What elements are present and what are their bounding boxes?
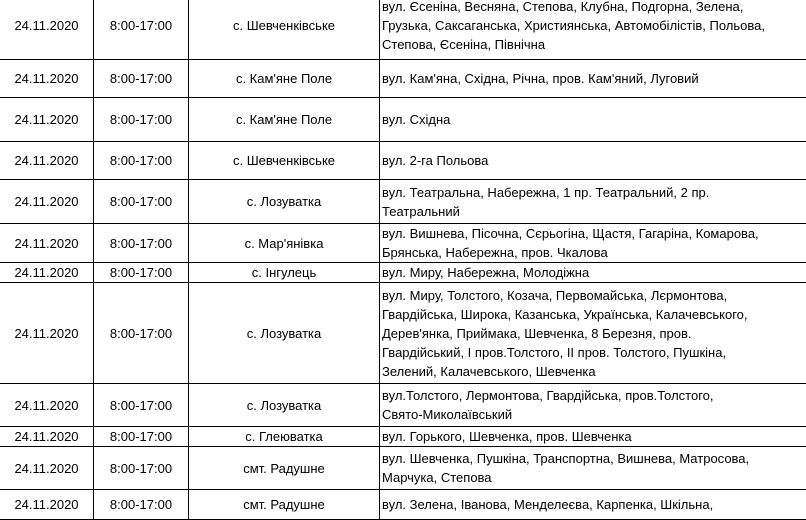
- time-cell: 8:00-17:00: [94, 98, 189, 142]
- table-row: [0, 447, 806, 490]
- streets-cell: вул. Східна: [380, 98, 806, 142]
- time-cell: 8:00-17:00: [94, 60, 189, 98]
- streets-cell: вул. Кам'яна, Східна, Річна, пров. Кам'яний, Луговий: [380, 60, 806, 98]
- time-cell: 8:00-17:00: [94, 0, 189, 60]
- time-cell: 8:00-17:00: [94, 490, 189, 520]
- date-cell: 24.11.2020: [0, 0, 94, 60]
- time-cell: 8:00-17:00: [94, 224, 189, 263]
- date-cell: 24.11.2020: [0, 180, 94, 224]
- place-cell: с. Шевченківське: [189, 142, 380, 180]
- place-cell: с. Лозуватка: [189, 180, 380, 224]
- table-row: [0, 283, 806, 384]
- place-cell: с. Глеюватка: [189, 427, 380, 447]
- time-cell: 8:00-17:00: [94, 263, 189, 283]
- date-cell: 24.11.2020: [0, 384, 94, 427]
- date-cell: 24.11.2020: [0, 490, 94, 520]
- table-row: [0, 263, 806, 283]
- date-cell: 24.11.2020: [0, 142, 94, 180]
- table-row: [0, 180, 806, 224]
- place-cell: с. Кам'яне Поле: [189, 98, 380, 142]
- time-cell: 8:00-17:00: [94, 384, 189, 427]
- streets-cell: вул.Толстого, Лермонтова, Гвардійська, пров.Толстого, Свято-Миколаївський: [380, 384, 806, 427]
- table-row: [0, 384, 806, 427]
- date-cell: 24.11.2020: [0, 60, 94, 98]
- place-cell: с. Мар'янівка: [189, 224, 380, 263]
- place-cell: с. Шевченківське: [189, 0, 380, 60]
- table-row: [0, 0, 806, 60]
- date-cell: 24.11.2020: [0, 224, 94, 263]
- place-cell: смт. Радушне: [189, 447, 380, 490]
- time-cell: 8:00-17:00: [94, 180, 189, 224]
- streets-cell: вул. Горького, Шевченка, пров. Шевченка: [380, 427, 806, 447]
- date-cell: 24.11.2020: [0, 447, 94, 490]
- streets-cell: вул. 2-га Польова: [380, 142, 806, 180]
- streets-cell: вул. Єсеніна, Весняна, Степова, Клубна, Подгорна, Зелена, Грузька, Саксаганська, Християнська, Автомобілістів, Польова, Степова, Єсеніна, Північна: [380, 0, 806, 60]
- date-cell: 24.11.2020: [0, 427, 94, 447]
- streets-cell: вул. Театральна, Набережна, 1 пр. Театральний, 2 пр. Театральний: [380, 180, 806, 224]
- place-cell: с. Інгулець: [189, 263, 380, 283]
- date-cell: 24.11.2020: [0, 98, 94, 142]
- place-cell: с. Лозуватка: [189, 384, 380, 427]
- date-cell: 24.11.2020: [0, 283, 94, 384]
- time-cell: 8:00-17:00: [94, 283, 189, 384]
- streets-cell: вул. Шевченка, Пушкіна, Транспортна, Вишнева, Матросова, Марчука, Степова: [380, 447, 806, 490]
- place-cell: смт. Радушне: [189, 490, 380, 520]
- streets-cell: вул. Миру, Толстого, Козача, Первомайська, Лєрмонтова, Гвардійська, Широка, Казанська, Українська, Калачевського, Дерев'янка, Приймака, Шевченка, 8 Березня, пров. Гвардійський, І пров.Толстого, ІІ пров. Толстого, Пушкіна, Зелений, Калачевського, Шевченка: [380, 283, 806, 384]
- streets-cell: вул. Вишнева, Пісочна, Сєрьогіна, Щастя, Гагаріна, Комарова, Брянська, Набережна, пров. Чкалова: [380, 224, 806, 263]
- streets-cell: вул. Зелена, Іванова, Менделеєва, Карпенка, Шкільна,: [380, 490, 806, 520]
- time-cell: 8:00-17:00: [94, 447, 189, 490]
- table-row: [0, 98, 806, 142]
- table-row: [0, 60, 806, 98]
- place-cell: с. Кам'яне Поле: [189, 60, 380, 98]
- time-cell: 8:00-17:00: [94, 142, 189, 180]
- date-cell: 24.11.2020: [0, 263, 94, 283]
- place-cell: с. Лозуватка: [189, 283, 380, 384]
- table-row: [0, 142, 806, 180]
- time-cell: 8:00-17:00: [94, 427, 189, 447]
- table-row: [0, 490, 806, 520]
- table-row: [0, 427, 806, 447]
- table-row: [0, 224, 806, 263]
- streets-cell: вул. Миру, Набережна, Молодіжна: [380, 263, 806, 283]
